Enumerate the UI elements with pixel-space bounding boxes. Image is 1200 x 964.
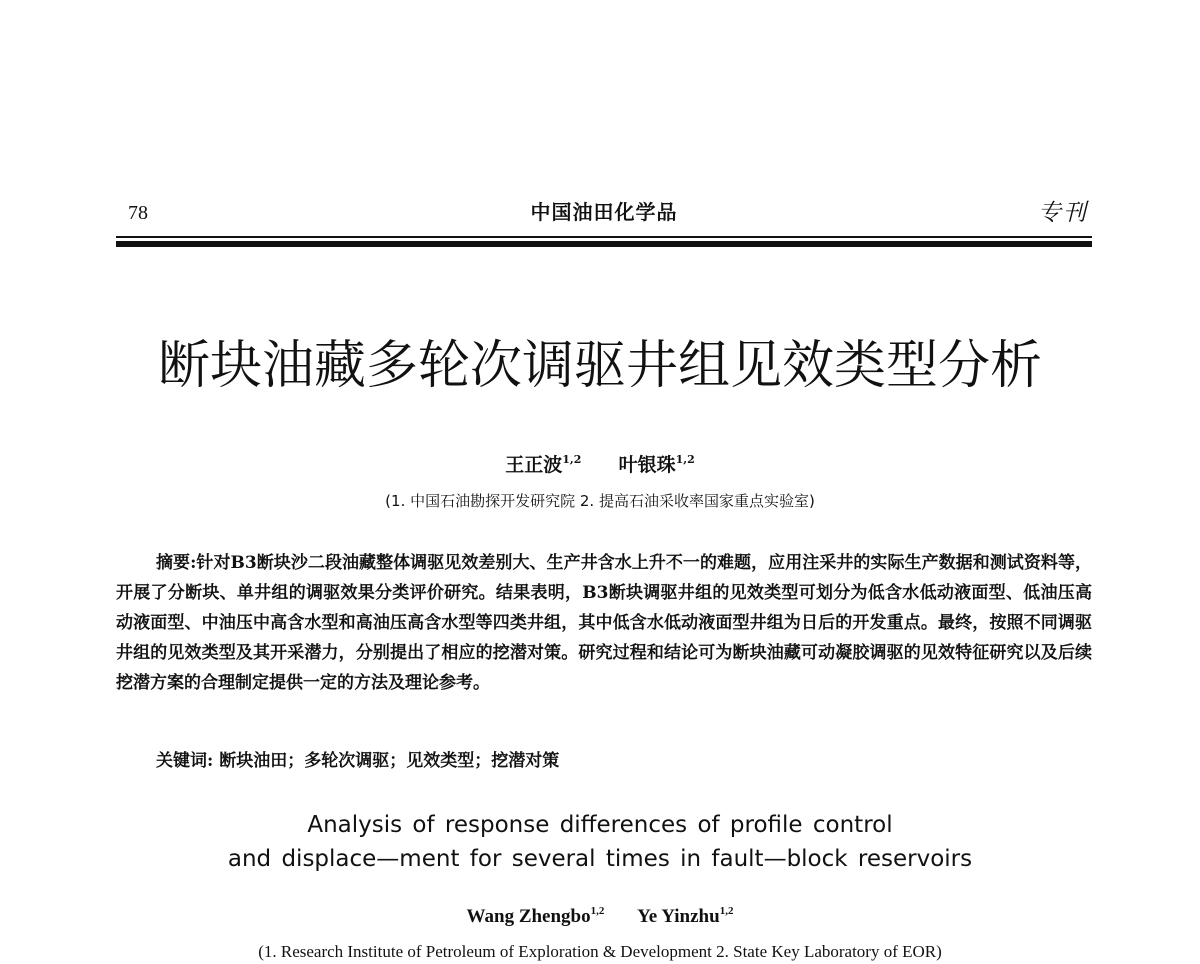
keyword-item: 见效类型 (406, 751, 475, 771)
author-name: Wang Zhengbo (466, 906, 591, 927)
keywords-label: 关键词: (156, 751, 214, 771)
article-title-cn: 断块油藏多轮次调驱井组见效类型分析 (157, 336, 1042, 396)
author-affil-sup: 1,2 (562, 453, 582, 466)
author-affil-sup: 1,2 (675, 453, 695, 466)
author-cn-2 (619, 454, 695, 476)
keyword-item: 多轮次调驱 (304, 751, 390, 771)
author-name: Ye Yinzhu (637, 906, 720, 927)
author-en-1 (467, 906, 605, 927)
author-affil-sup: 1,2 (719, 905, 734, 917)
author-name: 王正波 (505, 454, 563, 476)
author-cn-1 (505, 454, 581, 476)
title-en-line-1: Analysis of response differences of profile control (307, 812, 893, 838)
author-name: 叶银珠 (618, 454, 676, 476)
abstract-label: 摘要: (156, 553, 197, 573)
authors-cn (0, 452, 1200, 478)
page-number: 78 (128, 202, 148, 224)
keyword-item: 断块油田 (219, 751, 288, 771)
affiliations-cn: (1. 中国石油勘探开发研究院 2. 提高石油采收率国家重点实验室) (385, 492, 815, 510)
article-title-en (100, 808, 1100, 876)
authors-en (0, 904, 1200, 930)
keywords-cn: 关键词: 断块油田；多轮次调驱；见效类型；挖潜对策 (156, 751, 560, 771)
header-rule-thin (116, 236, 1092, 238)
author-en-2 (637, 906, 733, 927)
abstract-cn (116, 548, 1092, 698)
header-rule-thick (116, 241, 1092, 247)
journal-name: 中国油田化学品 (530, 200, 678, 224)
running-header (116, 192, 1092, 232)
issue-label: 专刊 (1038, 200, 1088, 226)
affiliations-en: (1. Research Institute of Petroleum of Exploration & Development 2. State Key Laboratory of EOR) (258, 942, 942, 961)
author-affil-sup: 1,2 (590, 905, 605, 917)
keyword-item: 挖潜对策 (491, 751, 560, 771)
abstract-text: 针对B3断块沙二段油藏整体调驱见效差别大、生产井含水上升不一的难题，应用注采井的实际生产数据和测试资料等，开展了分断块、单井组的调驱效果分类评价研究。结果表明，B3断块调驱井组的见效类型可划分为低含水低动液面型、低油压高动液面型、中油压中高含水型和高油压高含水型等四类井组，其中低含水低动液面型井组为日后的开发重点。最终，按照不同调驱井组的见效类型及其开采潜力，分别提出了相应的挖潜对策。研究过程和结论可为断块油藏可动凝胶调驱的见效特征研究以及后续挖潜方案的合理制定提供一定的方法及理论参考。 (116, 553, 1092, 693)
title-en-line-2: and displace—ment for several times in fault—block reservoirs (227, 846, 973, 872)
